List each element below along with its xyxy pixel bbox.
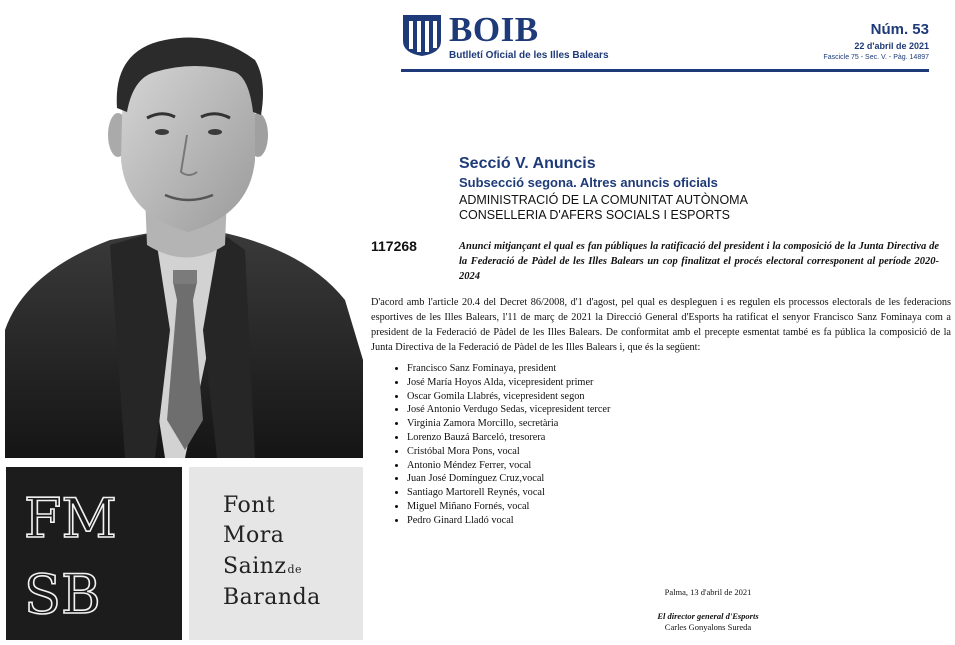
list-item: • Pedro Ginard Lladó vocal [407,514,610,528]
header-rule [401,69,929,72]
list-item: • José María Hoyos Alda, vicepresident primer [407,376,610,390]
issue-date: 22 d'abril de 2021 [854,41,929,51]
firm-word-1: Font [223,493,276,518]
list-item: • Miguel Miñano Fornés, vocal [407,500,610,514]
firm-monogram-logo [6,467,182,640]
list-item: • Francisco Sanz Fominaya, president [407,362,610,376]
firm-word-2: Mora [223,523,285,548]
subsection-title: Subsecció segona. Altres anuncis oficials [459,175,718,190]
board-members-list [389,362,610,528]
administration-line-1: ADMINISTRACIÓ DE LA COMUNITAT AUTÒNOMA [459,193,748,207]
boib-document [363,0,955,645]
portrait-icon [5,0,363,458]
list-item: • Lorenzo Bauzá Barceló, tresorera [407,431,610,445]
list-item: • Virginia Zamora Morcillo, secretària [407,417,610,431]
balearic-emblem-icon [401,13,443,57]
list-item: • José Antonio Verdugo Sedas, vicepresident tercer [407,403,610,417]
boib-title: BOIB [449,10,539,49]
portrait-photo [5,0,363,458]
list-item: • Cristóbal Mora Pons, vocal [407,445,610,459]
list-item: • Antonio Méndez Ferrer, vocal [407,459,610,473]
monogram-row-1: FM [24,487,117,550]
issue-number: Núm. 53 [870,21,929,38]
monogram-icon [6,467,182,640]
monogram-row-2: SB [24,563,101,626]
section-title: Secció V. Anuncis [459,155,596,172]
announcement-body: D'acord amb l'article 20.4 del Decret 86/2008, d'1 d'agost, pel qual es despleguen i es regulen els processos electorals de les federacions esportives de les Illes Balears, l'11 de març de 2021 la Direcció General d'Esports ha ratificat el senyor Francisco Sanz Fominaya com a president de la Federació de Pàdel de les Illes Balears. De conformitat amb el precepte esmentat també es fa pública la composició de la Junta Directiva de la Federació de Pàdel de les Illes Balears i, que és la següent: [371,297,951,353]
firm-word-4: Baranda [223,585,321,610]
list-item: • Oscar Gomila Llabrés, vicepresident segon [407,390,610,404]
firm-name-logo [189,467,363,640]
administration-line-2: CONSELLERIA D'AFERS SOCIALS I ESPORTS [459,208,730,222]
announcement-title: Anunci mitjançant el qual es fan públiques la ratificació del president i la composició de la Junta Directiva de la Federació de Pàdel de les Illes Balears un cop finalitzat el procés electoral corresponent al període 2020-2024 [459,241,939,282]
firm-word-3 [223,554,302,579]
signature-role: El director general d'Esports [657,611,759,621]
signature-name: Carles Gonyalons Sureda [664,622,752,632]
boib-subtitle: Butlletí Oficial de les Illes Balears [449,50,609,61]
list-item: • Santiago Martorell Reynés, vocal [407,486,610,500]
firm-word-de: de [287,563,303,576]
list-item: • Juan José Domínguez Cruz,vocal [407,472,610,486]
administration-heading [459,193,748,223]
announcement-number: 117268 [371,238,417,254]
firm-word-sainz: Sainz [223,554,287,579]
fascicle-info: Fascicle 75 - Sec. V. - Pàg. 14897 [823,54,929,61]
signature-place-date: Palma, 13 d'abril de 2021 [664,587,752,597]
